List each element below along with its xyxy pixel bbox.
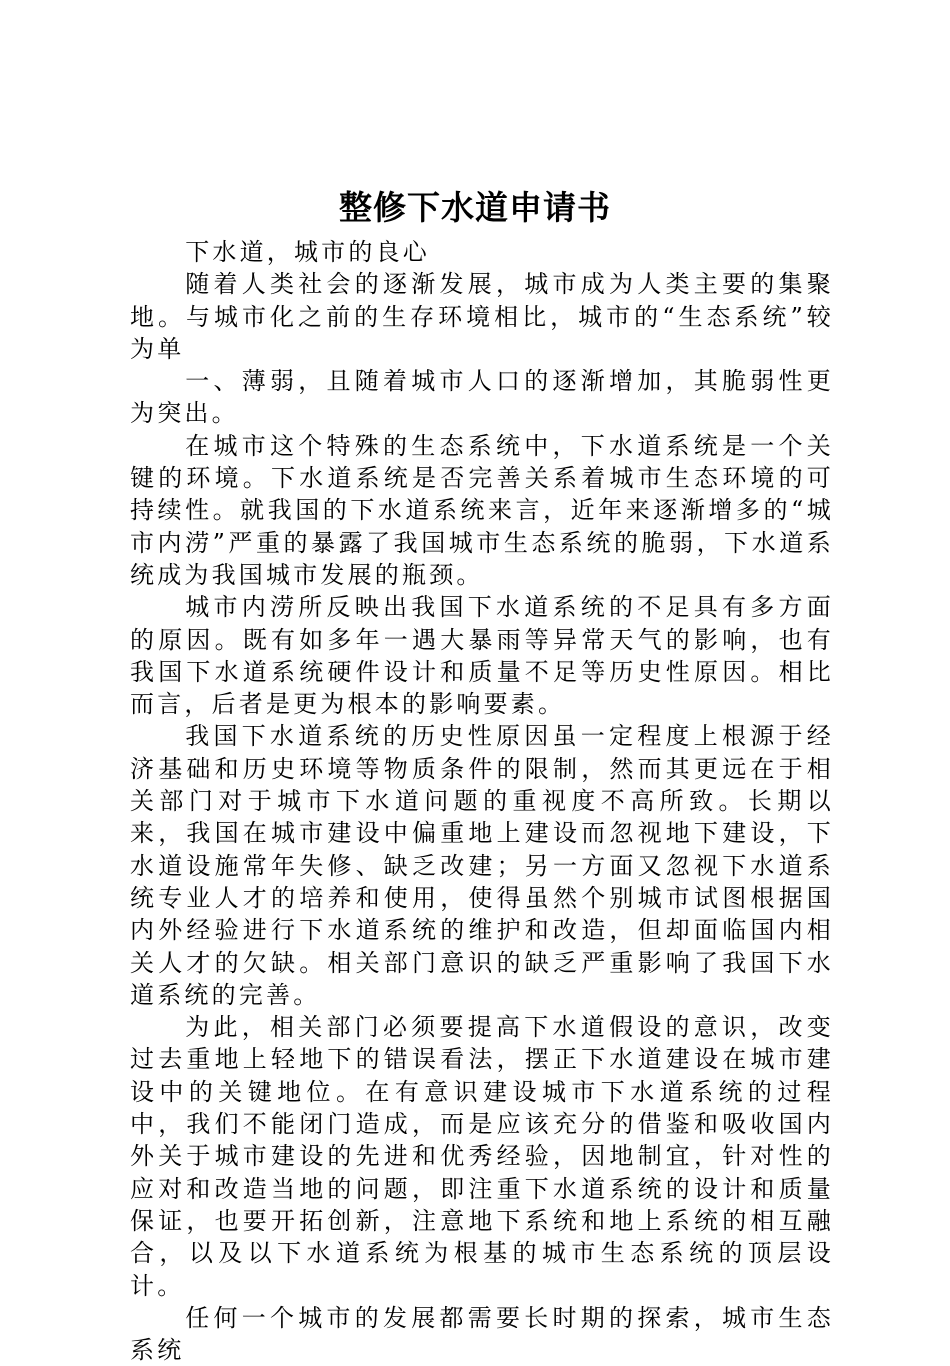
paragraph: 城市内涝所反映出我国下水道系统的不足具有多方面的原因。既有如多年一遇大暴雨等异常天气的影响，也有我国下水道系统硬件设计和质量不足等历史性原因。相比而言，后者是更为根本的影响要素。 <box>130 593 834 719</box>
paragraph-subtitle: 下水道，城市的良心 <box>185 238 430 266</box>
paragraph: 一、薄弱，且随着城市人口的逐渐增加，其脆弱性更为突出。 <box>130 367 834 428</box>
document-body <box>130 236 834 1366</box>
paragraph: 任何一个城市的发展都需要长时期的探索，城市生态系统 <box>130 1303 834 1365</box>
paragraph: 在城市这个特殊的生态系统中，下水道系统是一个关键的环境。下水道系统是否完善关系着城市生态环境的可持续性。就我国的下水道系统来言，近年来逐渐增多的“城市内涝”严重的暴露了我国城市生态系统的脆弱，下水道系统成为我国城市发展的瓶颈。 <box>130 431 834 589</box>
document-title: 整修下水道申请书 <box>339 188 611 227</box>
paragraph: 为此，相关部门必须要提高下水道假设的意识，改变过去重地上轻地下的错误看法，摆正下水道建设在城市建设中的关键地位。在有意识建设城市下水道系统的过程中，我们不能闭门造成，而是应该充分的借鉴和吸收国内外关于城市建设的先进和优秀经验，因地制宜，针对性的应对和改造当地的问题，即注重下水道系统的设计和质量保证，也要开拓创新，注意地下系统和地上系统的相互融合，以及以下水道系统为根基的城市生态系统的顶层设计。 <box>130 1013 834 1300</box>
paragraph: 我国下水道系统的历史性原因虽一定程度上根源于经济基础和历史环境等物质条件的限制，然而其更远在于相关部门对于城市下水道问题的重视度不高所致。长期以来，我国在城市建设中偏重地上建设而忽视地下建设，下水道设施常年失修、缺乏改建；另一方面又忽视下水道系统专业人才的培养和使用，使得虽然个别城市试图根据国内外经验进行下水道系统的维护和改造，但却面临国内相关人才的欠缺。相关部门意识的缺乏严重影响了我国下水道系统的完善。 <box>130 722 834 1009</box>
paragraph: 随着人类社会的逐渐发展，城市成为人类主要的集聚地。与城市化之前的生存环境相比，城市的“生态系统”较为单 <box>130 270 834 363</box>
